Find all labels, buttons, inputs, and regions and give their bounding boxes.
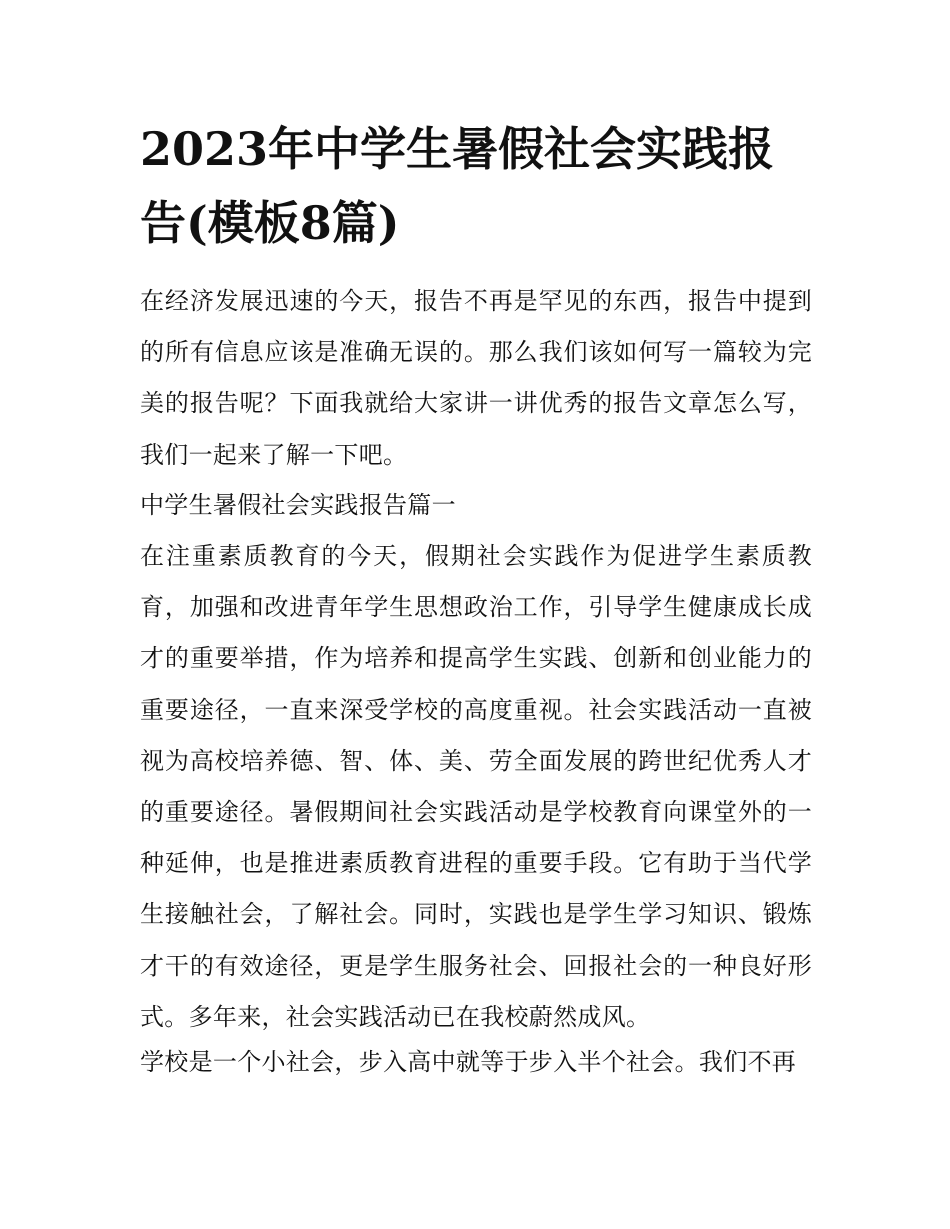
section-paragraph-continued: 学校是一个小社会，步入高中就等于步入半个社会。我们不再 — [140, 1048, 797, 1076]
section-paragraph: 在注重素质教育的今天，假期社会实践作为促进学生素质教育，加强和改进青年学生思想政治工作，引导学生健康成长成才的重要举措，作为培养和提高学生实践、创新和创业能力的重要途径，一直来深受学校的高度重视。社会实践活动一直被视为高校培养德、智、体、美、劳全面发展的跨世纪优秀人才的重要途径。暑假期间社会实践活动是学校教育向课堂外的一种延伸，也是推进素质教育进程的重要手段。它有助于当代学生接触社会，了解社会。同时，实践也是学生学习知识、锻炼才干的有效途径，更是学生服务社会、回报社会的一种良好形式。多年来，社会实践活动已在我校蔚然成风。 — [140, 542, 812, 1031]
document-title: 2023年中学生暑假社会实践报告(模板8篇) — [140, 122, 775, 250]
section-heading: 中学生暑假社会实践报告篇一 — [140, 491, 456, 519]
intro-paragraph: 在经济发展迅速的今天，报告不再是罕见的东西，报告中提到的所有信息应该是准确无误的。那么我们该如何写一篇较为完美的报告呢？下面我就给大家讲一讲优秀的报告文章怎么写，我们一起来了解一下吧。 — [140, 287, 812, 469]
